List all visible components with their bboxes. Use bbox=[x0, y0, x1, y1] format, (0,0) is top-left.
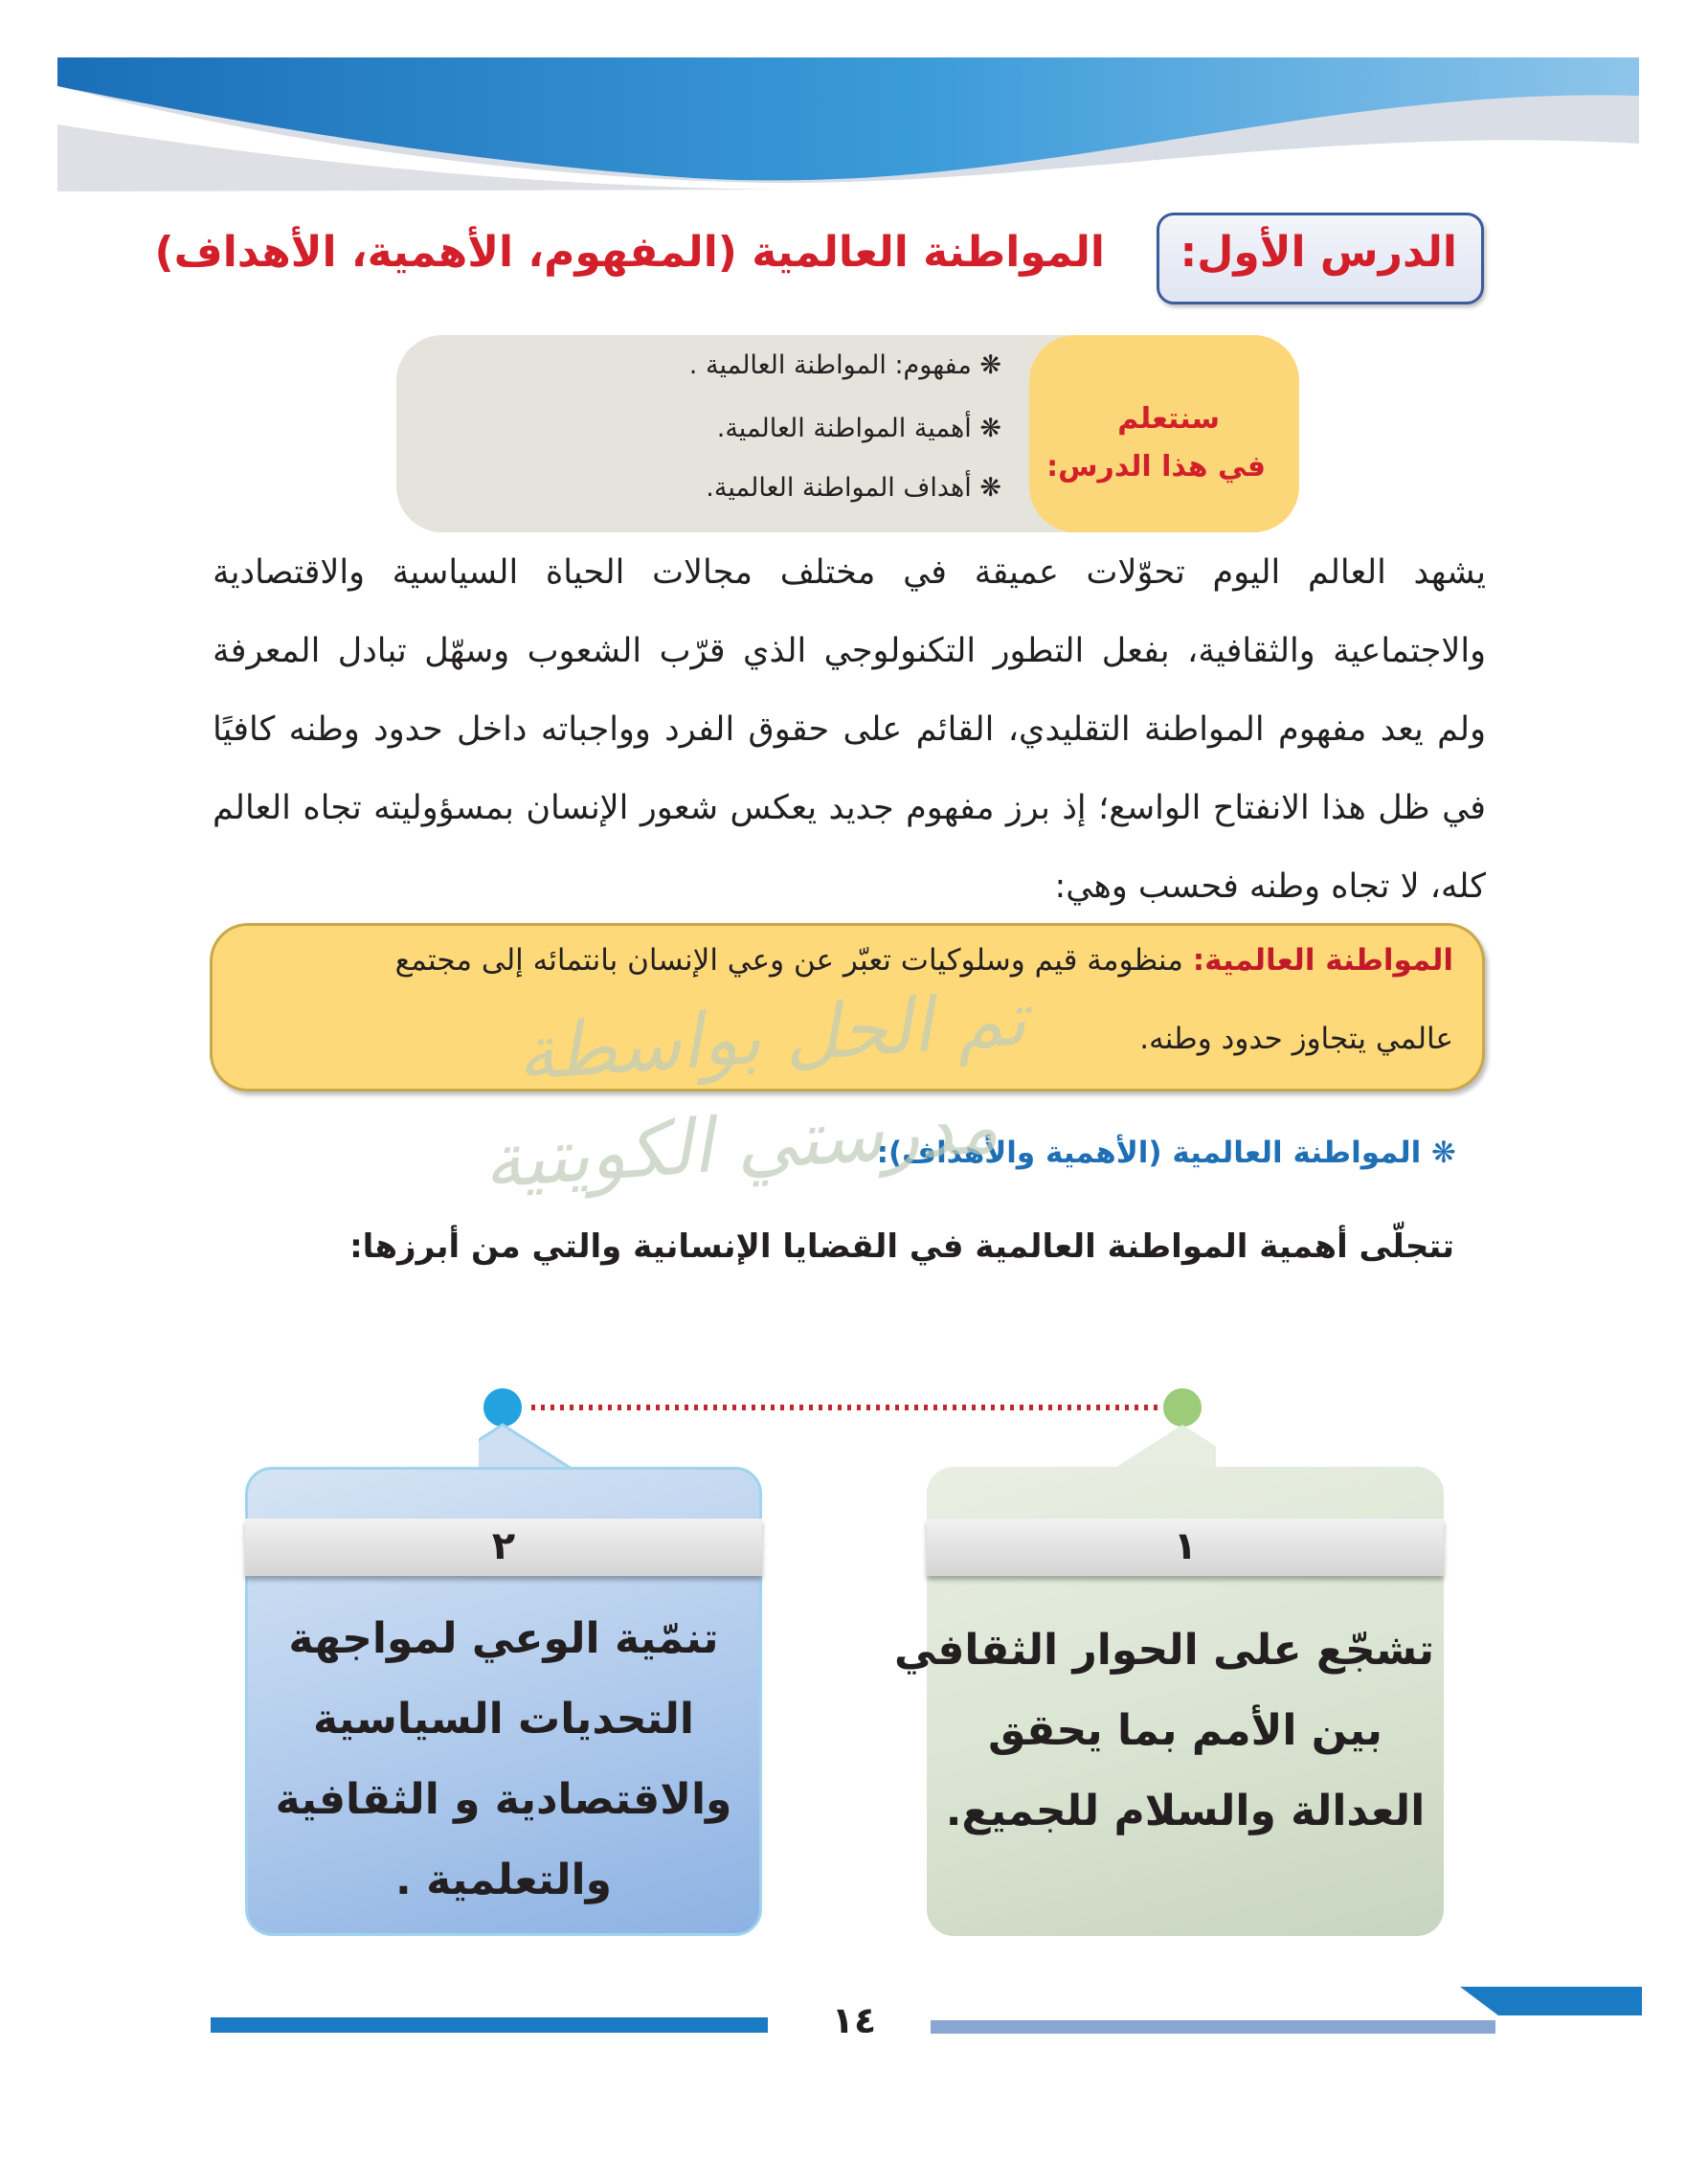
card-text bbox=[255, 1599, 753, 1921]
watermark bbox=[421, 957, 1091, 1226]
card-text-line: العدالة والسلام للجميع. bbox=[945, 1787, 1426, 1835]
green-dot-icon bbox=[1161, 1386, 1203, 1429]
paragraph-line: والاجتماعية والثقافية، بفعل التطور التكنولوجي الذي قرّب الشعوب وسهّل تبادل المعرفة bbox=[213, 632, 1486, 670]
card-text-line: تنمّية الوعي لمواجهة bbox=[288, 1614, 719, 1663]
objectives-tag-line2: في هذا الدرس: bbox=[1046, 450, 1266, 484]
definition-term: المواطنة العالمية: bbox=[1192, 943, 1453, 978]
card-text-line: والاقتصادية و الثقافية bbox=[275, 1775, 732, 1824]
section-heading: ❋ المواطنة العالمية (الأهمية والأهداف): bbox=[876, 1136, 1456, 1170]
footer-rule-right bbox=[931, 2020, 1495, 2034]
footer-rule-left bbox=[211, 2017, 768, 2033]
lesson-title: المواطنة العالمية (المفهوم، الأهمية، الأهداف) bbox=[154, 228, 1105, 277]
card-text-line: بين الأمم بما يحقق bbox=[988, 1706, 1382, 1755]
paragraph-line: يشهد العالم اليوم تحوّلات عميقة في مختلف مجالات الحياة السياسية والاقتصادية bbox=[213, 553, 1486, 592]
paragraph-line: ولم يعد مفهوم المواطنة التقليدي، القائم على حقوق الفرد وواجباته داخل حدود وطنه كافيًا bbox=[213, 710, 1486, 749]
objective-item: ❋ مفهوم: المواطنة العالمية . bbox=[688, 350, 1001, 380]
definition-line2: عالمي يتجاوز حدود وطنه. bbox=[1139, 1022, 1453, 1056]
header-wave-banner bbox=[57, 57, 1639, 191]
definition-text: منظومة قيم وسلوكيات تعبّر عن وعي الإنسان بانتمائه إلى مجتمع bbox=[394, 943, 1183, 978]
objective-item: ❋ أهمية المواطنة العالمية. bbox=[716, 414, 1001, 443]
objectives-tag-line1: سنتعلم bbox=[1117, 402, 1220, 436]
paragraph-line: كله، لا تجاه وطنه فحسب وهي: bbox=[1054, 867, 1486, 906]
watermark-line1: تم الحل بواسطة bbox=[514, 976, 1029, 1098]
page-number: ١٤ bbox=[831, 1999, 877, 2041]
watermark-line2: مدرستي الكويتية bbox=[481, 1083, 1001, 1205]
objective-item: ❋ أهداف المواطنة العالمية. bbox=[706, 473, 1001, 503]
card-text-line: تشجّع على الحوار الثقافي bbox=[894, 1626, 1434, 1675]
card-number: ١ bbox=[1173, 1524, 1198, 1568]
card-text-line: والتعلمية . bbox=[395, 1856, 612, 1904]
lesson-label: الدرس الأول: bbox=[1180, 228, 1457, 277]
blue-dot-icon bbox=[482, 1386, 524, 1429]
footer-wedge bbox=[1460, 1987, 1642, 2023]
card-number: ٢ bbox=[491, 1524, 516, 1568]
card-text bbox=[894, 1610, 1434, 1852]
section-intro: تتجلّى أهمية المواطنة العالمية في القضايا الإنسانية والتي من أبرزها: bbox=[349, 1227, 1454, 1266]
paragraph-line: في ظل هذا الانفتاح الواسع؛ إذ برز مفهوم جديد يعكس شعور الإنسان بمسؤوليته تجاه العالم bbox=[213, 789, 1486, 827]
card-text-line: التحديات السياسية bbox=[312, 1695, 695, 1744]
